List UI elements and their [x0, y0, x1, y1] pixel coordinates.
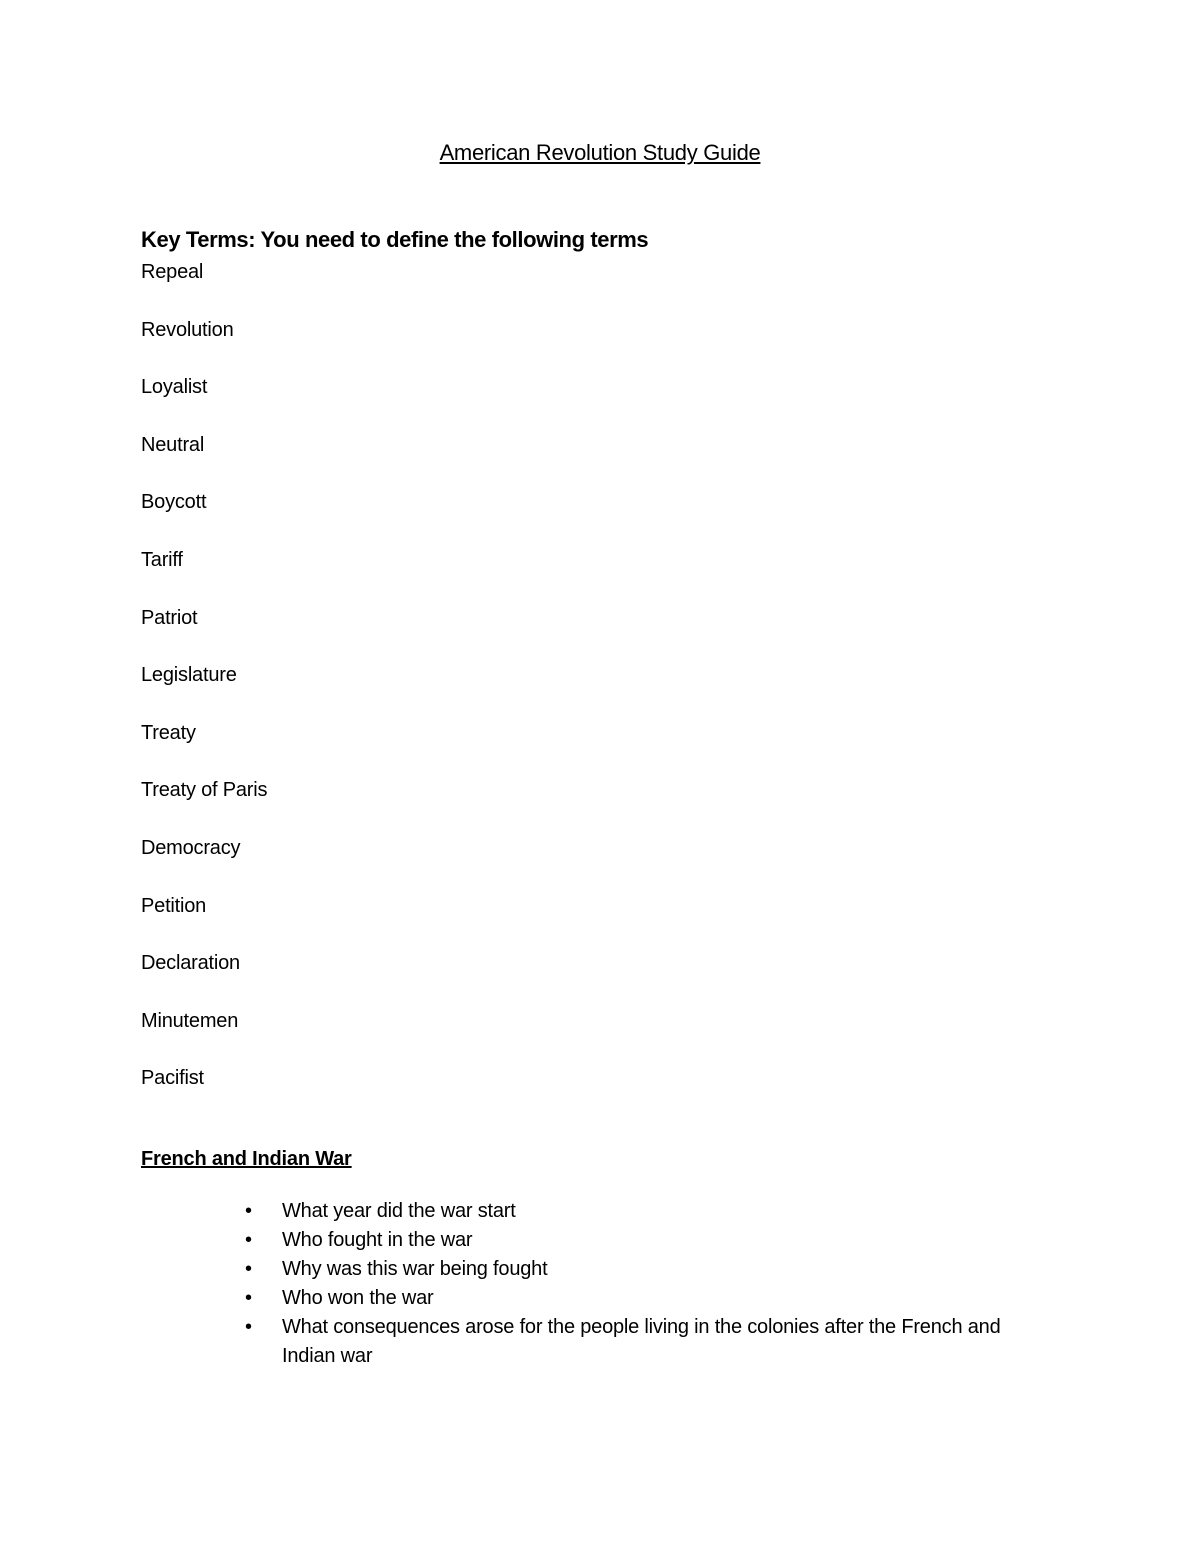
key-terms-heading: Key Terms: You need to define the following terms: [141, 227, 649, 252]
key-term: Neutral: [141, 433, 205, 456]
bullet-icon: •: [245, 1229, 252, 1251]
question-item: [245, 1226, 1052, 1255]
question-item: [245, 1255, 1052, 1284]
key-term: Petition: [141, 894, 207, 917]
key-terms-list: [141, 258, 267, 1122]
key-term: Pacifist: [141, 1067, 204, 1090]
key-term: Legislature: [141, 664, 237, 687]
french-indian-war-questions: [245, 1197, 1052, 1371]
question-text: Who fought in the war: [282, 1229, 473, 1251]
question-text: What consequences arose for the people living in the colonies after the French and Indian war: [282, 1316, 1001, 1367]
bullet-icon: •: [245, 1200, 252, 1222]
key-term: Declaration: [141, 952, 240, 975]
key-term: Loyalist: [141, 376, 208, 399]
key-term: Revolution: [141, 318, 234, 341]
question-item: [245, 1284, 1052, 1313]
question-item: [245, 1313, 1052, 1371]
key-term: Tariff: [141, 548, 183, 571]
question-text: What year did the war start: [282, 1200, 516, 1222]
bullet-icon: •: [245, 1287, 252, 1309]
key-term: Repeal: [141, 261, 204, 283]
question-text: Who won the war: [282, 1287, 434, 1309]
key-term: Minutemen: [141, 1009, 239, 1032]
key-term: Democracy: [141, 836, 241, 859]
question-item: [245, 1197, 1052, 1226]
question-text: Why was this war being fought: [282, 1258, 548, 1280]
key-term: Boycott: [141, 491, 207, 514]
key-term: Treaty of Paris: [141, 779, 268, 802]
bullet-icon: •: [245, 1258, 252, 1280]
document-title: American Revolution Study Guide: [439, 140, 761, 165]
key-term: Treaty: [141, 721, 196, 744]
bullet-icon: •: [245, 1316, 252, 1338]
french-indian-war-heading: French and Indian War: [141, 1148, 352, 1170]
key-term: Patriot: [141, 606, 198, 629]
